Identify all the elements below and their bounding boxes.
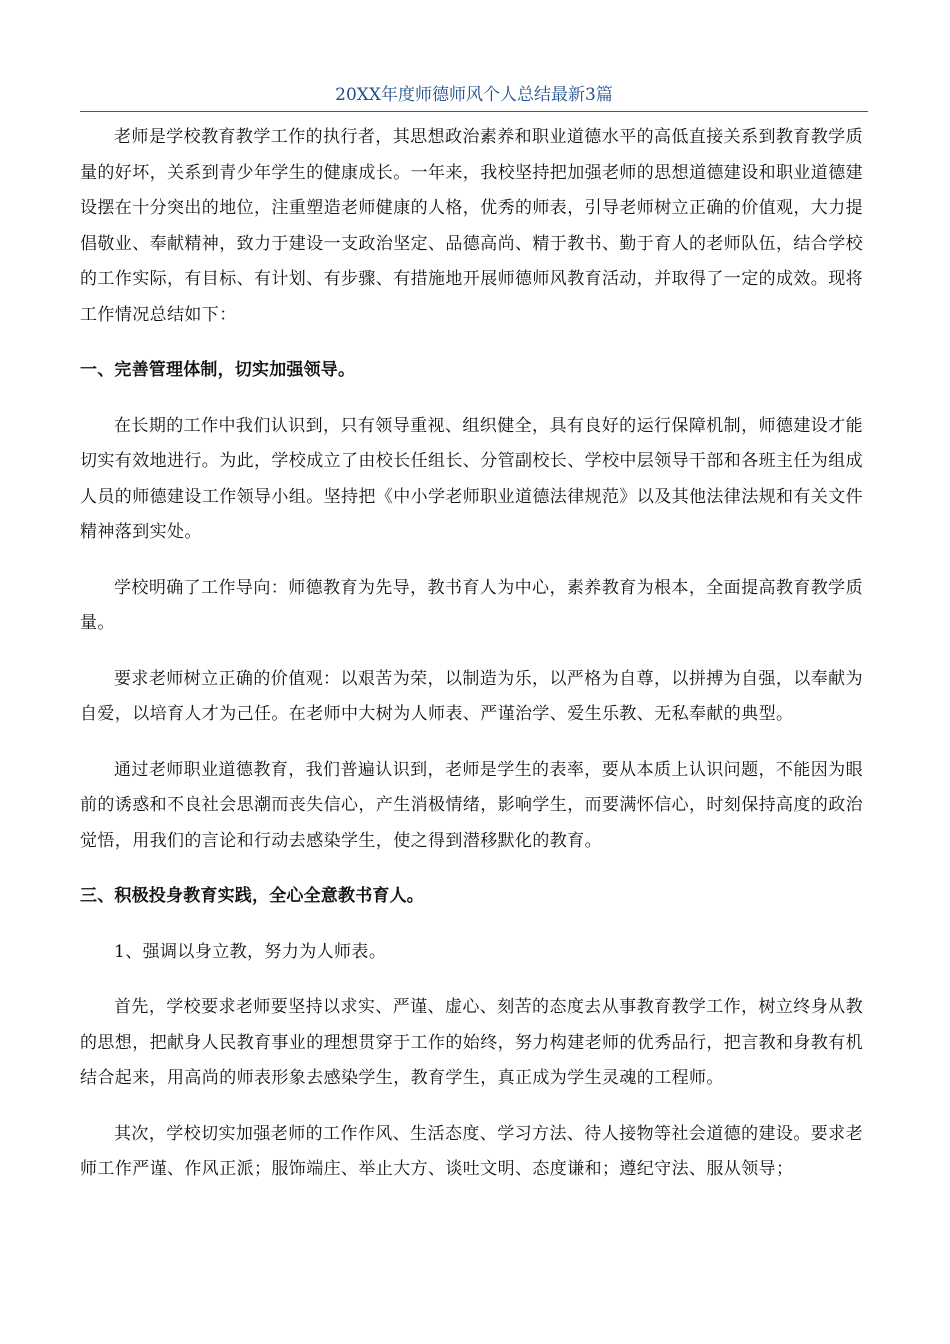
- section-heading-3: 三、积极投身教育实践，全心全意教书育人。: [80, 886, 424, 906]
- sub-heading: 1、强调以身立教，努力为人师表。: [114, 941, 387, 962]
- paragraph: 其次，学校切实加强老师的工作作风、生活态度、学习方法、待人接物等社会道德的建设。要求老师工作严谨、作风正派；服饰端庄、举止大方、谈吐文明、态度谦和；遵纪守法、服从领导；: [80, 1123, 863, 1179]
- paragraph: 在长期的工作中我们认识到，只有领导重视、组织健全，具有良好的运行保障机制，师德建设才能切实有效地进行。为此，学校成立了由校长任组长、分管副校长、学校中层领导干部和各班主任为组成人员的师德建设工作领导小组。坚持把《中小学老师职业道德法律规范》以及其他法律法规和有关文件精神落到实处。: [80, 415, 863, 542]
- section-heading-1: 一、完善管理体制，切实加强领导。: [80, 360, 356, 380]
- paragraph: 通过老师职业道德教育，我们普遍认识到，老师是学生的表率，要从本质上认识问题，不能因为眼前的诱惑和不良社会思潮而丧失信心，产生消极情绪，影响学生，而要满怀信心，时刻保持高度的政治觉悟，用我们的言论和行动去感染学生，使之得到潜移默化的教育。: [80, 759, 863, 851]
- document-body: [80, 120, 863, 1208]
- paragraph: 首先，学校要求老师要坚持以求实、严谨、虚心、刻苦的态度去从事教育教学工作，树立终身从教的思想，把献身人民教育事业的理想贯穿于工作的始终，努力构建老师的优秀品行，把言教和身教有机结合起来，用高尚的师表形象去感染学生，教育学生，真正成为学生灵魂的工程师。: [80, 997, 863, 1088]
- paragraph-intro: 老师是学校教育教学工作的执行者，其思想政治素养和职业道德水平的高低直接关系到教育教学质量的好坏，关系到青少年学生的健康成长。一年来，我校坚持把加强老师的思想道德建设和职业道德建设摆在十分突出的地位，注重塑造老师健康的人格，优秀的师表，引导老师树立正确的价值观，大力提倡敬业、奉献精神，致力于建设一支政治坚定、品德高尚、精于教书、勤于育人的老师队伍，结合学校的工作实际，有目标、有计划、有步骤、有措施地开展师德师风教育活动，并取得了一定的成效。现将工作情况总结如下：: [80, 127, 863, 325]
- paragraph: 要求老师树立正确的价值观：以艰苦为荣，以制造为乐，以严格为自尊，以拼搏为自强，以奉献为自爱，以培育人才为己任。在老师中大树为人师表、严谨治学、爱生乐教、无私奉献的典型。: [80, 668, 863, 724]
- paragraph: 学校明确了工作导向：师德教育为先导，教书育人为中心，素养教育为根本，全面提高教育教学质量。: [80, 577, 863, 633]
- header-divider: [80, 111, 868, 112]
- document-title: 20XX年度师德师风个人总结最新3篇: [335, 85, 613, 105]
